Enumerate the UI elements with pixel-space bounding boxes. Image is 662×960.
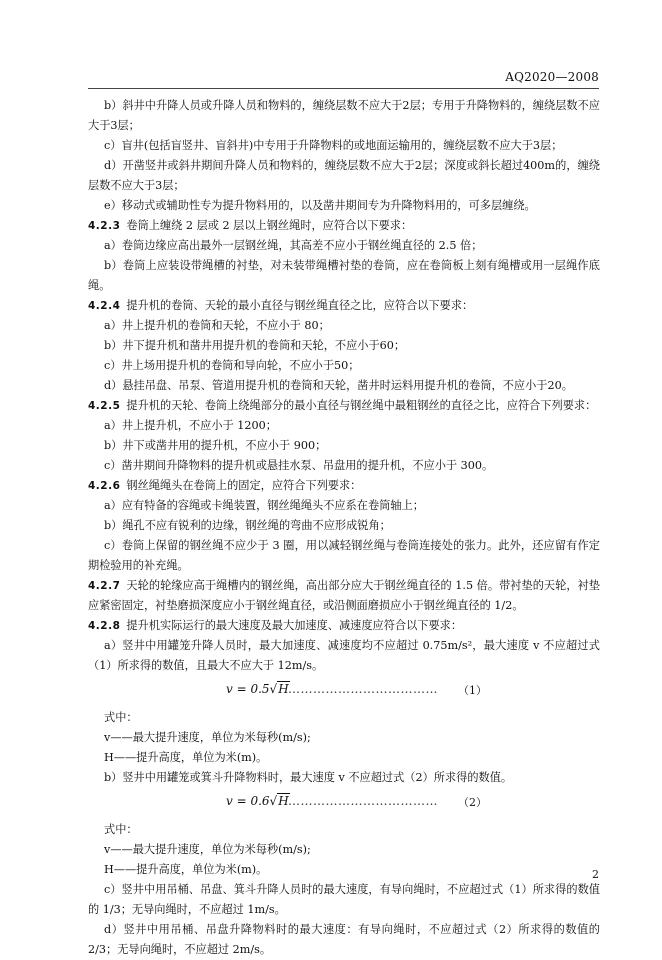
item-4-2-2-c: c）盲井(包括盲竖井、盲斜井)中专用于升降物料的或地面运输用的，缠绕层数不应大于3层； <box>104 139 563 152</box>
clause-text: 提升机的卷筒、天轮的最小直径与钢丝绳直径之比，应符合以下要求： <box>126 299 474 312</box>
item-4-2-4-a: a）井上提升机的卷筒和天轮，不应小于 80； <box>104 319 330 332</box>
formula-1-expression: v = 0.5√H <box>226 682 289 696</box>
item-4-2-2-d: d）开凿竖井或斜井期间升降人员和物料的，缠绕层数不应大于2层；深度或斜长超过400m的，缠绕层数不应大于3层； <box>88 159 600 192</box>
clause-text: 提升机实际运行的最大速度及最大加速度、减速度应符合以下要求： <box>126 619 463 632</box>
clause-4-2-5 <box>88 396 600 416</box>
item-4-2-8-b: b）竖井中用罐笼或箕斗升降物料时，最大速度 v 不应超过式（2）所求得的数值。 <box>104 771 513 784</box>
clause-text: 提升机的天轮、卷筒上绕绳部分的最小直径与钢丝绳中最粗钢丝的直径之比，应符合下列要求： <box>126 399 597 412</box>
where-label-2: 式中： <box>104 823 138 836</box>
where-label-1: 式中： <box>104 711 138 724</box>
clause-4-2-4 <box>88 296 600 316</box>
document-body <box>88 96 600 960</box>
def-h-2: H——提升高度，单位为米(m)。 <box>104 863 268 876</box>
clause-4-2-7 <box>88 576 600 616</box>
formula-2 <box>88 788 600 820</box>
item-4-2-4-c: c）井上场用提升机的卷筒和导向轮，不应小于50； <box>104 359 360 372</box>
formula-2-expression: v = 0.6√H <box>226 794 289 808</box>
def-v-1: v——最大提升速度，单位为米每秒(m/s); <box>104 731 311 744</box>
item-4-2-4-b: b）井下提升机和凿井用提升机的卷筒和天轮，不应小于60； <box>104 339 406 352</box>
clause-text: 天轮的轮缘应高于绳槽内的钢丝绳，高出部分应大于钢丝绳直径的 1.5 倍。带衬垫的天轮，衬垫应紧密固定，衬垫磨损深度应小于钢丝绳直径，或沿侧面磨损应小于钢丝绳直径的 1/2。 <box>88 579 600 612</box>
clause-number: 4.2.4 <box>88 300 121 312</box>
item-4-2-6-c: c）卷筒上保留的钢丝绳不应少于 3 圈，用以减轻钢丝绳与卷筒连接处的张力。此外，还应留有作定期检验用的补充绳。 <box>88 539 600 572</box>
formula-2-number: （2） <box>458 796 487 809</box>
def-v-2: v——最大提升速度，单位为米每秒(m/s); <box>104 843 311 856</box>
item-4-2-8-a: a）竖井中用罐笼升降人员时，最大加速度、减速度均不应超过 0.75m/s²，最大速度 v 不应超过式（1）所求得的数值，且最大不应大于 12m/s。 <box>88 639 600 672</box>
formula-1-coefficient: v = 0.5 <box>226 682 270 696</box>
clause-number: 4.2.3 <box>88 220 121 232</box>
item-4-2-3-a: a）卷筒边缘应高出最外一层钢丝绳，其高差不应小于钢丝绳直径的 2.5 倍； <box>104 239 483 252</box>
clause-number: 4.2.6 <box>88 480 121 492</box>
formula-2-coefficient: v = 0.6 <box>226 794 270 808</box>
item-4-2-6-b: b）绳孔不应有锐利的边缘，钢丝绳的弯曲不应形成锐角； <box>104 519 391 532</box>
item-4-2-2-e: e）移动式或辅助性专为提升物料用的，以及凿井期间专为升降物料用的，可多层缠绕。 <box>104 199 536 212</box>
formula-2-leader: ……………………………… <box>288 794 438 808</box>
clause-number: 4.2.8 <box>88 620 121 632</box>
formula-1-radicand: H <box>278 682 289 696</box>
clause-number: 4.2.5 <box>88 400 121 412</box>
item-4-2-5-b: b）井下或凿井用的提升机，不应小于 900； <box>104 439 327 452</box>
clause-text: 卷筒上缠绕 2 层或 2 层以上钢丝绳时，应符合以下要求： <box>126 219 413 232</box>
clause-text: 钢丝绳绳头在卷筒上的固定，应符合下列要求： <box>126 479 362 492</box>
clause-4-2-8 <box>88 616 600 636</box>
def-h-1: H——提升高度，单位为米(m)。 <box>104 751 268 764</box>
item-4-2-5-c: c）凿井期间升降物料的提升机或悬挂水泵、吊盘用的提升机，不应小于 300。 <box>104 459 494 472</box>
item-4-2-4-d: d）悬挂吊盘、吊泵、管道用提升机的卷筒和天轮，凿井时运料用提升机的卷筒，不应小于20。 <box>104 379 573 392</box>
item-4-2-3-b: b）卷筒上应装设带绳槽的衬垫，对未装带绳槽衬垫的卷筒，应在卷筒板上刻有绳槽或用一层绳作底绳。 <box>88 259 600 292</box>
item-4-2-5-a: a）井上提升机，不应小于 1200； <box>104 419 277 432</box>
page-number: 2 <box>592 868 599 881</box>
standard-code: AQ2020—2008 <box>505 70 599 84</box>
item-4-2-8-c: c）竖井中用吊桶、吊盘、箕斗升降人员时的最大速度，有导向绳时，不应超过式（1）所求得的数值的 1/3；无导向绳时，不应超过 1m/s。 <box>88 883 600 916</box>
header-rule <box>88 88 599 89</box>
clause-4-2-3 <box>88 216 600 236</box>
clause-4-2-6 <box>88 476 600 496</box>
item-4-2-8-d: d）竖井中用吊桶、吊盘升降物料时的最大速度：有导向绳时，不应超过式（2）所求得的数值的 2/3；无导向绳时，不应超过 2m/s。 <box>88 923 600 956</box>
item-4-2-6-a: a）应有特备的容绳或卡绳装置，钢丝绳绳头不应系在卷筒轴上； <box>104 499 424 512</box>
formula-1-number: （1） <box>458 684 487 697</box>
formula-2-radicand: H <box>278 794 289 808</box>
clause-number: 4.2.7 <box>88 580 121 592</box>
formula-1-leader: ……………………………… <box>288 682 438 696</box>
item-4-2-2-b: b）斜井中升降人员或升降人员和物料的，缠绕层数不应大于2层；专用于升降物料的，缠绕层数不应大于3层； <box>88 99 600 132</box>
formula-1 <box>88 676 600 708</box>
